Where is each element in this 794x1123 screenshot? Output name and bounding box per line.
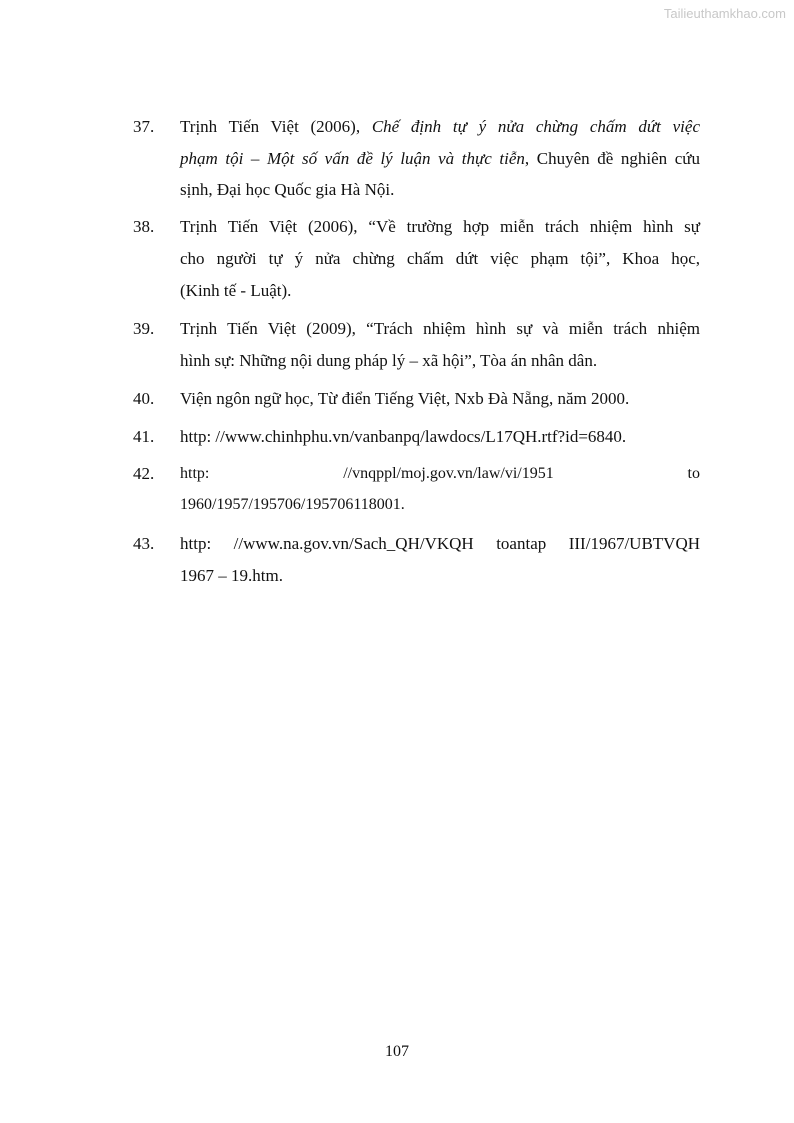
reference-line: Trịnh Tiến Việt (2006), “Về trường hợp miễn trách nhiệm hình sự: [180, 217, 700, 236]
reference-line: http: //vnqppl/moj.gov.vn/law/vi/1951 to: [180, 465, 700, 482]
reference-number: 37.: [133, 117, 155, 136]
reference-line: (Kinh tế - Luật).: [180, 281, 292, 300]
reference-line: Trịnh Tiến Việt (2009), “Trách nhiệm hình sự và miễn trách nhiệm: [180, 319, 700, 338]
reference-number: 40.: [133, 389, 155, 408]
reference-line: hình sự: Những nội dung pháp lý – xã hội”, Tòa án nhân dân.: [180, 351, 598, 370]
reference-number: 42.: [133, 464, 155, 483]
page-number: 107: [385, 1043, 409, 1060]
reference-text: , Chuyên đề nghiên cứu: [524, 149, 700, 168]
reference-line: 1960/1957/195706/195706118001.: [180, 496, 405, 513]
reference-number: 41.: [133, 427, 155, 446]
reference-number: 38.: [133, 217, 155, 236]
watermark: Tailieuthamkhao.com: [663, 6, 786, 21]
reference-number: 43.: [133, 534, 155, 553]
reference-line: Viện ngôn ngữ học, Từ điển Tiếng Việt, Nxb Đà Nẵng, năm 2000.: [180, 389, 630, 408]
reference-line: sịnh, Đại học Quốc gia Hà Nội.: [180, 180, 395, 199]
reference-title-italic: Chế định tự ý nửa chừng chấm dứt việc: [371, 117, 700, 136]
reference-line: [180, 149, 700, 169]
reference-text: Trịnh Tiến Việt (2006),: [180, 117, 372, 136]
reference-line: cho người tự ý nửa chừng chấm dứt việc phạm tội”, Khoa học,: [180, 249, 700, 268]
reference-line: http: //www.na.gov.vn/Sach_QH/VKQH toantap III/1967/UBTVQH: [180, 534, 700, 553]
reference-number: 39.: [133, 319, 155, 338]
reference-title-italic: phạm tội – Một số vấn đề lý luận và thực tiễn: [180, 149, 525, 168]
reference-line: [180, 117, 700, 137]
reference-line: http: //www.chinhphu.vn/vanbanpq/lawdocs/L17QH.rtf?id=6840.: [180, 427, 627, 446]
reference-line: 1967 – 19.htm.: [180, 566, 283, 585]
